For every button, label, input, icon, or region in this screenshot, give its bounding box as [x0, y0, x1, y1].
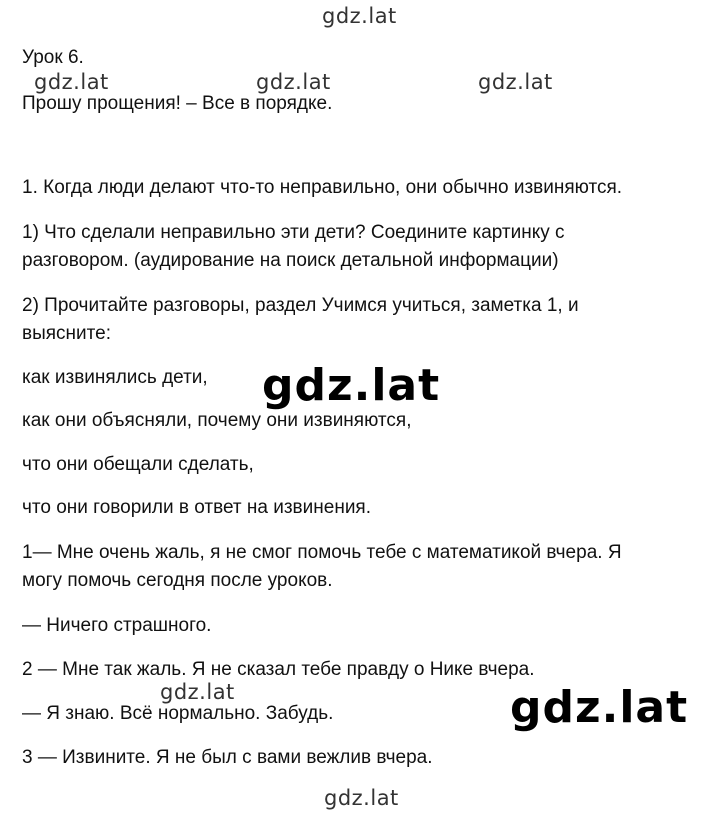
dialogue-1-line-2: могу помочь сегодня после уроков. [22, 570, 333, 591]
task-1-1-line-2: разговором. (аудирование на поиск детальной информации) [22, 250, 559, 271]
lesson-title: Урок 6. [22, 47, 84, 68]
watermark-text-large: gdz.lat [262, 360, 441, 411]
dialogue-1-line-1: 1— Мне очень жаль, я не смог помочь тебе с математикой вчера. Я [22, 542, 622, 563]
question-item: что они обещали сделать, [22, 454, 254, 475]
dialogue-2-reply: — Я знаю. Всё нормально. Забудь. [22, 703, 334, 724]
task-1-1-line-1: 1) Что сделали неправильно эти дети? Соедините картинку с [22, 222, 565, 243]
lesson-subtitle: Прошу прощения! – Все в порядке. [22, 93, 333, 114]
watermark-text: gdz.lat [34, 70, 109, 94]
dialogue-2-line: 2 — Мне так жаль. Я не сказал тебе правду о Нике вчера. [22, 659, 535, 680]
watermark-text: gdz.lat [478, 70, 553, 94]
watermark-text: gdz.lat [324, 786, 399, 810]
task-1-2-line-2: выясните: [22, 323, 111, 344]
dialogue-1-reply: — Ничего страшного. [22, 615, 212, 636]
question-item: как они объясняли, почему они извиняются, [22, 410, 412, 431]
question-item: что они говорили в ответ на извинения. [22, 497, 371, 518]
task-1-text: 1. Когда люди делают что-то неправильно, они обычно извиняются. [22, 177, 623, 198]
watermark-text: gdz.lat [322, 4, 397, 28]
watermark-text: gdz.lat [160, 680, 235, 704]
dialogue-3-line: 3 — Извините. Я не был с вами вежлив вчера. [22, 747, 433, 768]
question-item: как извинялись дети, [22, 367, 208, 388]
watermark-text-large: gdz.lat [510, 682, 689, 733]
task-1-2-line-1: 2) Прочитайте разговоры, раздел Учимся учиться, заметка 1, и [22, 295, 579, 316]
watermark-text: gdz.lat [256, 70, 331, 94]
